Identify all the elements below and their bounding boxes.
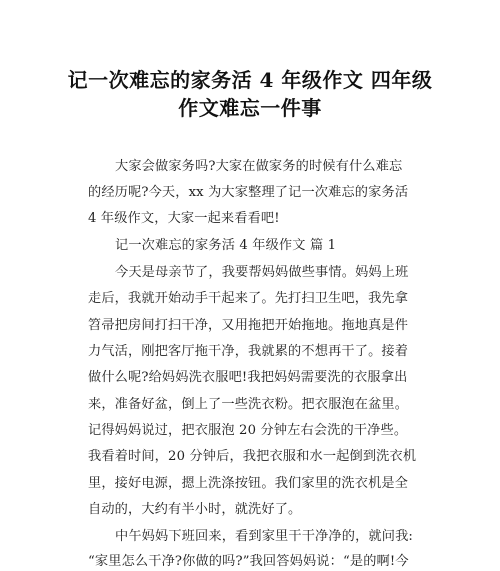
paragraph-line-9: 里，接好电源，摁上洗涤按钮。我们家里的洗衣机是全 <box>88 476 409 491</box>
document-title-line-1: 记一次难忘的家务活 4 年级作文 四年级 <box>67 68 433 92</box>
paragraph-line-4: 力气活，刚把客厅拖干净，我就累的不想再干了。接着 <box>88 344 409 359</box>
paragraph-line-7: 记得妈妈说过，把衣服泡 20 分钟左右会洗的干净些。 <box>88 423 408 438</box>
intro-line-3: 4 年级作文，大家一起来看看吧! <box>88 211 280 226</box>
paragraph2-line-2: “家里怎么干净?你做的吗?”我回答妈妈说：“是的啊!今 <box>88 554 409 569</box>
paragraph-line-1: 今天是母亲节了，我要帮妈妈做些事情。妈妈上班 <box>115 265 409 280</box>
paragraph-line-10: 自动的，大约有半小时，就洗好了。 <box>88 502 302 517</box>
paragraph-line-2: 走后，我就开始动手干起来了。先打扫卫生吧，我先拿 <box>88 291 409 306</box>
section-heading: 记一次难忘的家务活 4 年级作文 篇 1 <box>115 238 337 253</box>
intro-line-2: 的经历呢?今天，xx 为大家整理了记一次难忘的家务活 <box>88 185 409 200</box>
intro-line-1: 大家会做家务吗?大家在做家务的时候有什么难忘 <box>115 159 403 174</box>
paragraph-line-5: 做什么呢?给妈妈洗衣服吧!我把妈妈需要洗的衣服拿出 <box>88 370 408 385</box>
paragraph-line-6: 来，准备好盆，倒上了一些洗衣粉。把衣服泡在盆里。 <box>88 397 409 412</box>
document-title-line-2: 作文难忘一件事 <box>178 96 322 120</box>
paragraph-line-3: 笤帚把房间打扫干净，又用拖把开始拖地。拖地真是件 <box>88 318 409 333</box>
paragraph-line-8: 我看着时间，20 分钟后，我把衣服和水一起倒到洗衣机 <box>88 449 417 464</box>
paragraph2-line-1: 中午妈妈下班回来，看到家里干干净净的，就问我: <box>115 529 414 544</box>
